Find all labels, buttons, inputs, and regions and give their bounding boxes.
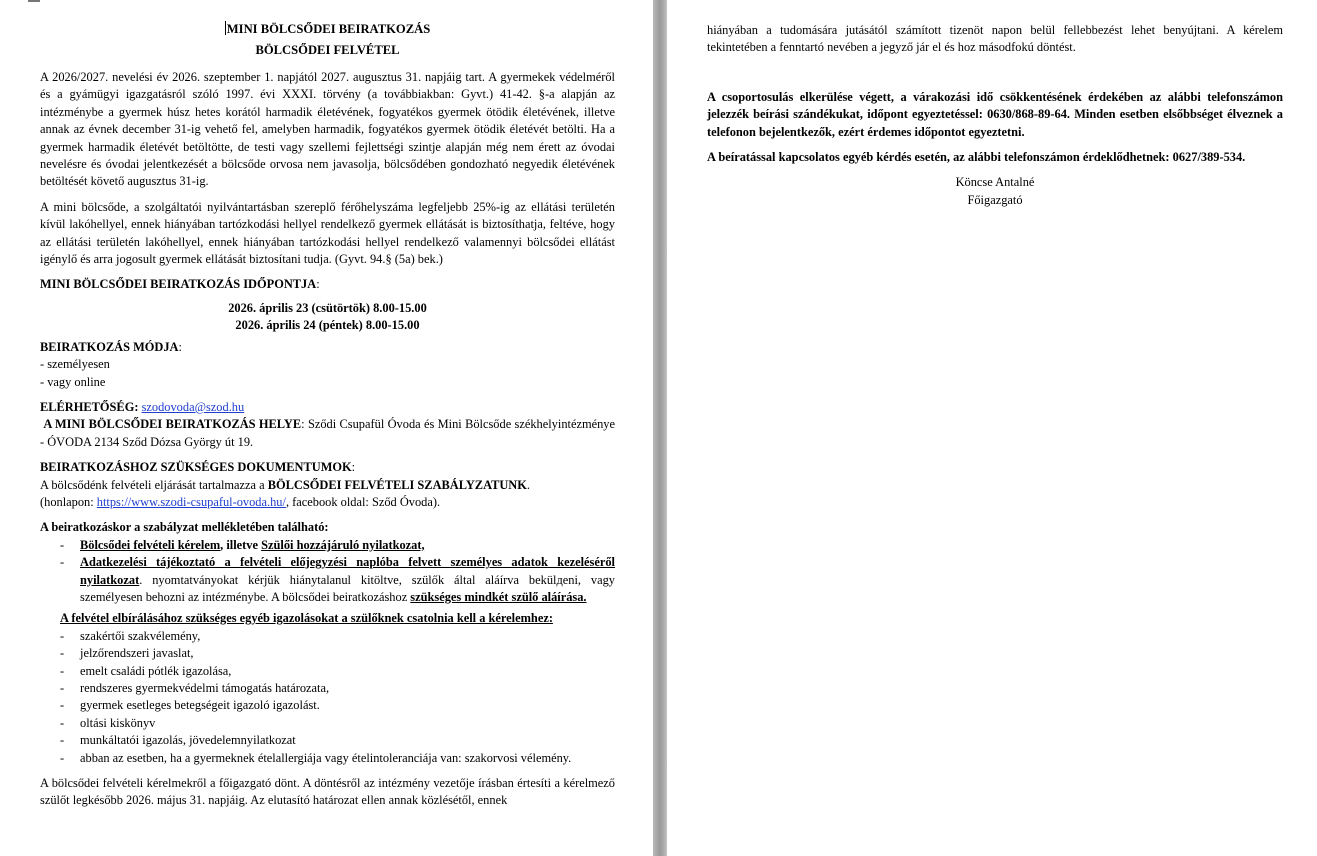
text-cursor (225, 21, 226, 35)
date-line-2: 2026. április 24 (péntek) 8.00-15.00 (235, 318, 420, 333)
mode-item-personal: - személyesen (40, 357, 110, 372)
extra-item: - rendszeres gyermekvédelmi támogatás határozata, (60, 681, 330, 695)
doc-subtitle: BÖLCSŐDEI FELVÉTEL (255, 43, 400, 57)
page-separator (653, 0, 667, 856)
extra-item: - gyermek esetleges betegségeit igazoló igazolást. (60, 698, 320, 713)
questions-paragraph: A beíratással kapcsolatos egyéb kérdés esetén, az alábbi telefonszámon érdeklődhetnek: 0627/389-534. (707, 150, 1246, 165)
date-heading: MINI BÖLCSŐDEI BEIRATKOZÁS IDŐPONTJA: (40, 277, 320, 292)
contact-email-link[interactable]: szodovoda@szod.hu (141, 399, 245, 414)
attach-heading: A beiratkozáskor a szabályzat mellékletében található: (40, 520, 329, 535)
contact-line: ELÉRHETŐSÉG: szodovoda@szod.hu (40, 399, 245, 414)
capacity-paragraph: A mini bölcsőde, a szolgáltatói nyilvántartásban szereplő férőhelyszáma legfeljebb 25%-ig az ellátási területén kívül lakóhellyel, ennek hiányában tartózkodási hellyel rendelkező gyermek ellátását is biztosíthatja, feltéve, hogy az ellátási területén lakóhellyel, ennek hiányában tartózkodási hellyel rendelkező valamennyi bölcsődei ellátást igénylő és arra jogosult gyermek ellátását biztosítani tudja. (Gyvt. 94.§ (5a) bek.) (40, 199, 615, 267)
docs-text: A bölcsődénk felvételi eljárását tartalmazza a BÖLCSŐDEI FELVÉTELI SZABÁLYZATUNK. (40, 477, 531, 492)
extra-list (40, 628, 615, 767)
attach-item: - Adatkezelési tájékoztató a felvételi előjegyzési naplóba felvett személyes adatok kezeléséről nyilatkozat. nyomtatványokat kérjük hiánytalanul kitöltve, szülők által aláírva bekülдeni, vagy személyesen behozni az intézménybe. A bölcsődei beiratkozáshoz szükséges mindkét szülő aláírása. (60, 555, 615, 604)
doc-title: MINI BÖLCSŐDEI BEIRATKOZÁS (226, 22, 431, 36)
attach-item: - Bölcsődei felvételi kérelem, illetve Szülői hozzájáruló nyilatkozat, (60, 537, 425, 552)
docs-heading: BEIRATKOZÁSHOZ SZÜKSÉGES DOKUMENTUMOK: (40, 460, 356, 475)
page-corner-mark (28, 0, 40, 2)
extra-item: - abban az esetben, ha a gyermeknek ételallergiája vagy ételintoleranciája van: szakorvosi vélemény. (60, 750, 572, 765)
document-page-right[interactable] (667, 0, 1317, 856)
extra-item: - munkáltatói igazolás, jövedelemnyilatkozat (60, 733, 296, 748)
phone-booking-paragraph: A csoportosulás elkerülése végett, a várakozási idő csökkentésének érdekében az alábbi telefonszámon jelezzék beírási szándékukat, időpont egyeztetéssel: 0630/868-89-64. Minden esetben elsőbbséget élveznek a telefonon bejelentkezők, ezért érdemes időpontot egyeztetni. (707, 89, 1283, 139)
website-link[interactable]: https://www.szodi-csupaful-ovoda.hu/ (96, 494, 286, 509)
date-line-1: 2026. április 23 (csütörtök) 8.00-15.00 (228, 300, 427, 315)
mode-heading: BEIRATKOZÁS MÓDJA: (40, 339, 182, 354)
extra-item: - jelzőrendszeri javaslat, (60, 646, 194, 661)
intro-paragraph: A 2026/2027. nevelési év 2026. szeptember 1. napjától 2027. augusztus 31. napjáig tart. A gyermekek védelméről és a gyámügyi igazgatásról szóló 1997. évi XXXI. törvény (a továbbiakban: Gyvt.) 41-42. §-a alapján az intézménybe a gyermek húsz hetes korától harmadik életévének, fogyatékos gyermek ötödik életévének, illetve annak az évnek december 31-ig vehető fel, amelyben harmadik, fogyatékos gyermek ötödik életévét betölti. Ha a gyermek harmadik életévét betöltötte, de testi vagy szellemi fejlettségi szintje alapján még nem érett az óvodai nevelésre és óvodai jelentkezését a bölcsőde orvosa nem javasolja, bölcsődében gondozható negyedik életévének betöltését követő augusztus 31-ig. (40, 70, 615, 189)
mode-item-online: - vagy online (40, 374, 106, 389)
extra-item: - szakértői szakvélemény, (60, 628, 201, 643)
document-page-left[interactable] (0, 0, 653, 856)
place-paragraph: A MINI BÖLCSŐDEI BEIRATKOZÁS HELYE: Sződi Csupafül Óvoda és Mini Bölcsőde székhelyintézménye - ÓVODA 2134 Sződ Dózsa György út 19. (40, 417, 615, 449)
appeal-paragraph: hiányában a tudomására jutásától számított tizenöt napon belül fellebbezést lehet benyújtani. A kérelem tekintetében a fenntartó nevében a jegyző jár el és hoz másodfokú döntést. (707, 23, 1283, 55)
signature-name: Köncse Antalné (955, 175, 1035, 190)
extra-item: - emelt családi pótlék igazolása, (60, 663, 232, 678)
decision-paragraph: A bölcsődei felvételi kérelmekről a főigazgató dönt. A döntésről az intézmény vezetője írásban értesíti a kérelmező szülőt legkésőbb 2026. május 31. napjáig. Az elutasító határozat ellen annak közlésétől, ennek (40, 776, 615, 808)
extra-item: - oltási kiskönyv (60, 715, 156, 730)
signature-title: Főigazgató (967, 192, 1023, 207)
extra-heading: A felvétel elbírálásához szükséges egyéb igazolásokat a szülőknek csatolnia kell a kérelemhez: (60, 611, 553, 626)
docs-web: (honlapon: https://www.szodi-csupaful-ovoda.hu/, facebook oldal: Sződ Óvoda). (40, 494, 441, 509)
